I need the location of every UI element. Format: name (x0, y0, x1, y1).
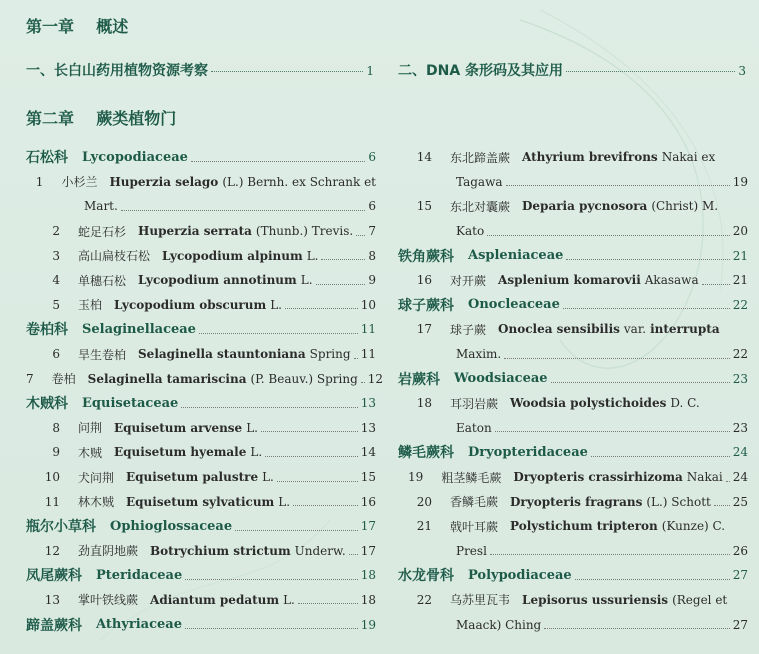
species-infraspecific-name: interrupta (650, 322, 720, 337)
toc-entry-title: 二、DNA 条形码及其应用 (398, 63, 564, 79)
page-number: 13 (360, 396, 376, 411)
species-chinese-name: 单穗石松 (78, 273, 127, 288)
species-scientific-name: Huperzia serrata (138, 224, 252, 239)
entry-number: 7 (26, 371, 34, 386)
species-chinese-name: 东北对囊蕨 (450, 199, 511, 214)
species-scientific-name: Adiantum pedatum (150, 592, 280, 607)
species-entry-continuation[interactable] (398, 539, 748, 564)
species-authority: (Thunb.) Trevis. (255, 224, 354, 239)
entry-number: 22 (416, 592, 432, 607)
species-scientific-name: Botrychium strictum (150, 543, 291, 558)
page-number: 23 (732, 371, 748, 386)
species-entry[interactable] (26, 170, 376, 195)
entry-number: 11 (44, 494, 60, 509)
dot-leader (211, 71, 363, 72)
species-chinese-name: 东北蹄盖蕨 (450, 150, 511, 165)
family-latin-name: Pteridaceae (96, 567, 183, 583)
page-number: 18 (360, 592, 376, 607)
species-chinese-name: 劲直阴地蕨 (78, 544, 139, 559)
species-authority: L. (306, 248, 319, 263)
family-heading[interactable] (26, 514, 376, 539)
species-entry[interactable] (26, 588, 376, 613)
species-authority-continued: Kato (456, 224, 485, 239)
species-entry[interactable] (398, 268, 748, 293)
species-authority-continued: Mart. (84, 199, 118, 214)
species-entry[interactable] (398, 317, 748, 342)
species-entry[interactable] (26, 489, 376, 514)
species-authority: (Kunze) C. (661, 519, 726, 534)
species-scientific-name: Equisetum sylvaticum (126, 494, 275, 509)
family-latin-name: Equisetaceae (82, 395, 179, 411)
family-latin-name: Polypodiaceae (468, 567, 572, 583)
species-authority-continued: Eaton (456, 420, 492, 435)
family-heading[interactable] (26, 563, 376, 588)
species-authority: Nakai (686, 470, 723, 485)
entry-number: 4 (52, 273, 60, 288)
family-heading[interactable] (26, 391, 376, 416)
family-heading[interactable] (26, 145, 376, 170)
dot-leader (199, 333, 358, 334)
species-scientific-name: Asplenium komarovii (498, 273, 641, 288)
dot-leader (591, 456, 730, 457)
species-chinese-name: 香鳞毛蕨 (450, 495, 499, 510)
page-number: 10 (360, 297, 376, 312)
entry-number: 9 (52, 445, 60, 460)
dot-leader (277, 481, 358, 482)
species-chinese-name: 旱生卷柏 (78, 347, 127, 362)
family-chinese-name: 蹄盖蕨科 (26, 617, 82, 634)
dot-leader (714, 505, 730, 506)
page-number: 20 (732, 224, 748, 239)
page-number: 25 (732, 494, 748, 509)
species-authority: L. (278, 494, 291, 509)
species-entry-continuation[interactable] (398, 219, 748, 244)
family-latin-name: Ophioglossaceae (110, 518, 233, 534)
species-chinese-name: 乌苏里瓦韦 (450, 593, 511, 608)
page-number: 12 (367, 371, 384, 386)
species-authority: L. (270, 297, 282, 312)
species-chinese-name: 耳羽岩蕨 (450, 396, 499, 411)
family-heading[interactable] (398, 440, 748, 465)
species-chinese-name: 高山扁枝石松 (78, 249, 151, 264)
dot-leader (261, 431, 358, 432)
species-authority: (Regel et (672, 592, 728, 607)
species-entry[interactable] (26, 243, 376, 268)
entry-number: 17 (416, 322, 432, 337)
species-entry[interactable] (26, 465, 376, 490)
species-chinese-name: 卷柏 (51, 372, 76, 387)
dot-leader (490, 554, 730, 555)
species-entry-continuation[interactable] (398, 612, 748, 637)
species-authority-continued: Maxim. (456, 347, 502, 362)
species-authority: (L.) Schott (646, 494, 711, 509)
species-chinese-name: 问荆 (78, 421, 103, 436)
page-number: 23 (732, 420, 748, 435)
dot-leader (121, 210, 366, 211)
family-latin-name: Aspleniaceae (468, 248, 564, 264)
dot-leader (551, 382, 730, 383)
species-entry[interactable] (26, 219, 376, 244)
page-number: 21 (732, 273, 748, 288)
dot-leader (321, 259, 365, 260)
family-chinese-name: 水龙骨科 (398, 568, 454, 585)
page-number: 6 (368, 199, 376, 214)
toc-entry-page: 3 (738, 64, 746, 78)
species-entry-continuation[interactable] (398, 342, 748, 367)
page-number: 18 (360, 568, 376, 583)
species-entry-continuation[interactable] (398, 170, 748, 195)
page-number: 6 (368, 150, 376, 165)
family-heading[interactable] (398, 243, 748, 268)
family-latin-name: Dryopteridaceae (468, 444, 588, 460)
species-entry[interactable] (26, 440, 376, 465)
chapter-1-title: 第一章 概述 (26, 17, 129, 36)
dot-leader (495, 431, 730, 432)
dot-leader (506, 185, 730, 186)
entry-number: 14 (416, 150, 432, 165)
entry-number: 21 (416, 519, 432, 534)
family-chinese-name: 球子蕨科 (398, 297, 454, 314)
species-scientific-name: Dryopteris crassirhizoma (513, 470, 683, 485)
dot-leader (702, 284, 730, 285)
page-number: 17 (360, 543, 376, 558)
entry-number: 13 (44, 592, 60, 607)
species-authority: Nakai ex (661, 150, 716, 165)
species-entry-continuation[interactable] (26, 194, 376, 219)
species-entry-continuation[interactable] (398, 416, 748, 441)
species-authority: (P. Beauv.) Spring (250, 371, 358, 386)
species-entry[interactable] (26, 539, 376, 564)
species-scientific-name: Woodsia polystichoides (510, 396, 667, 411)
species-authority: (Christ) M. (651, 199, 719, 214)
family-heading[interactable] (398, 293, 748, 318)
species-chinese-name: 犬问荆 (78, 470, 115, 485)
species-scientific-name: Equisetum arvense (114, 420, 243, 435)
species-entry[interactable] (398, 145, 748, 170)
entry-number: 8 (52, 420, 60, 435)
species-scientific-name: Lycopodium obscurum (114, 297, 267, 312)
species-scientific-name: Selaginella tamariscina (87, 371, 247, 386)
page-number: 14 (360, 445, 376, 460)
species-authority: D. C. (670, 396, 700, 411)
species-authority: L. (300, 273, 313, 288)
species-entry[interactable] (398, 391, 748, 416)
species-authority: Underw. (294, 543, 346, 558)
dot-leader (487, 235, 730, 236)
page-number: 9 (368, 273, 376, 288)
page-number: 16 (360, 494, 376, 509)
page-number: 17 (360, 519, 376, 534)
species-scientific-name: Lycopodium annotinum (138, 273, 297, 288)
page-number: 13 (360, 420, 376, 435)
page-number: 27 (732, 617, 748, 632)
species-chinese-name: 蛇足石杉 (78, 224, 127, 239)
species-authority-continued: Maack) Ching (456, 617, 542, 632)
page-number: 22 (732, 297, 748, 312)
family-chinese-name: 石松科 (26, 150, 68, 167)
toc-entry-1[interactable] (26, 60, 374, 80)
dot-leader (316, 284, 366, 285)
entry-number: 18 (416, 396, 432, 411)
species-scientific-name: Selaginella stauntoniana (138, 347, 306, 362)
family-chinese-name: 瓶尔小草科 (26, 519, 96, 536)
page-number: 19 (360, 617, 376, 632)
entry-number: 10 (44, 470, 60, 485)
species-chinese-name: 对开蕨 (450, 273, 487, 288)
family-latin-name: Lycopodiaceae (82, 149, 188, 165)
species-entry[interactable] (26, 366, 384, 391)
species-scientific-name: Onoclea sensibilis (498, 322, 620, 337)
entry-number: 15 (416, 199, 432, 214)
species-authority: L. (283, 592, 295, 607)
entry-number: 5 (52, 297, 60, 312)
species-entry[interactable] (398, 194, 748, 219)
species-scientific-name: Equisetum palustre (126, 470, 259, 485)
species-scientific-name: Huperzia selago (109, 174, 219, 189)
species-chinese-name: 玉柏 (78, 298, 103, 313)
family-chinese-name: 凤尾蕨科 (26, 568, 82, 585)
page-number: 21 (732, 248, 748, 263)
toc-entry-2[interactable] (398, 60, 746, 80)
species-authority: L. (246, 420, 258, 435)
dot-leader (566, 71, 735, 72)
dot-leader (544, 628, 729, 629)
toc-entry-title: 一、长白山药用植物资源考察 (26, 63, 208, 79)
dot-leader (504, 358, 729, 359)
species-chinese-name: 小杉兰 (61, 175, 98, 190)
entry-number: 20 (416, 494, 432, 509)
species-scientific-name: Lycopodium alpinum (162, 248, 303, 263)
species-authority: Spring (309, 347, 351, 362)
family-latin-name: Selaginellaceae (82, 321, 196, 337)
page-number: 11 (360, 347, 376, 362)
species-chinese-name: 林木贼 (78, 495, 115, 510)
entry-number: 1 (35, 174, 44, 189)
family-chinese-name: 卷柏科 (26, 322, 68, 339)
family-latin-name: Athyriaceae (96, 617, 182, 633)
dot-leader (361, 382, 365, 383)
family-latin-name: Onocleaceae (468, 297, 560, 313)
toc-entry-page: 1 (366, 64, 374, 78)
dot-leader (726, 481, 730, 482)
dot-leader (293, 505, 358, 506)
dot-leader (354, 358, 358, 359)
species-scientific-name: Athyrium brevifrons (522, 150, 658, 165)
species-authority-continued: Presl (456, 543, 487, 558)
page-number: 7 (368, 224, 376, 239)
page-number: 19 (732, 174, 748, 189)
page-number: 27 (732, 568, 748, 583)
species-entry[interactable] (398, 489, 748, 514)
family-chinese-name: 木贼科 (26, 396, 68, 413)
dot-leader (566, 259, 729, 260)
page-number: 8 (368, 248, 376, 263)
species-authority: Akasawa (644, 273, 699, 288)
toc-right-column (398, 145, 748, 637)
dot-leader (265, 456, 358, 457)
entry-number: 12 (44, 543, 60, 558)
dot-leader (349, 554, 358, 555)
family-latin-name: Woodsiaceae (454, 371, 548, 387)
page-number: 11 (360, 322, 376, 337)
dot-leader (185, 579, 357, 580)
species-scientific-name: Lepisorus ussuriensis (522, 592, 669, 607)
species-authority: L. (262, 470, 274, 485)
species-entry[interactable] (26, 268, 376, 293)
page-number: 24 (732, 470, 748, 485)
family-heading[interactable] (26, 612, 376, 637)
page-number: 24 (732, 445, 748, 460)
dot-leader (191, 161, 365, 162)
entry-number: 2 (52, 224, 60, 239)
family-heading[interactable] (26, 317, 376, 342)
dot-leader (298, 603, 358, 604)
species-entry[interactable] (398, 514, 748, 539)
page-number: 26 (732, 543, 748, 558)
family-chinese-name: 铁角蕨科 (398, 248, 454, 265)
species-scientific-name: Deparia pycnosora (522, 199, 648, 214)
species-authority-continued: Tagawa (456, 174, 503, 189)
species-authority: L. (250, 445, 263, 460)
species-scientific-name: Polystichum tripteron (510, 519, 658, 534)
page-number: 22 (732, 347, 748, 362)
species-entry[interactable] (26, 416, 376, 441)
species-entry[interactable] (398, 588, 748, 613)
family-heading[interactable] (398, 563, 748, 588)
family-chinese-name: 鳞毛蕨科 (398, 445, 454, 462)
page-number: 15 (360, 470, 376, 485)
dot-leader (181, 407, 357, 408)
species-entry[interactable] (26, 342, 376, 367)
family-chinese-name: 岩蕨科 (398, 371, 440, 388)
dot-leader (235, 530, 358, 531)
species-authority: (L.) Bernh. ex Schrank et (222, 174, 376, 189)
species-scientific-name: Equisetum hyemale (114, 445, 247, 460)
family-heading[interactable] (398, 366, 748, 391)
species-entry[interactable] (398, 465, 748, 490)
species-chinese-name: 戟叶耳蕨 (450, 519, 499, 534)
chapter-2-title: 第二章 蕨类植物门 (26, 109, 177, 128)
species-authority: var. (623, 322, 647, 337)
entry-number: 16 (416, 273, 432, 288)
dot-leader (185, 628, 358, 629)
entry-number: 19 (408, 470, 424, 485)
entry-number: 6 (52, 347, 60, 362)
dot-leader (563, 308, 730, 309)
species-chinese-name: 木贼 (78, 445, 103, 460)
dot-leader (356, 235, 365, 236)
dot-leader (575, 579, 730, 580)
dot-leader (285, 308, 358, 309)
species-chinese-name: 粗茎鳞毛蕨 (441, 470, 502, 485)
species-chinese-name: 球子蕨 (450, 322, 487, 337)
species-chinese-name: 掌叶铁线蕨 (78, 593, 139, 608)
species-entry[interactable] (26, 293, 376, 318)
entry-number: 3 (52, 248, 60, 263)
toc-left-column (26, 145, 384, 637)
species-scientific-name: Dryopteris fragrans (510, 494, 643, 509)
